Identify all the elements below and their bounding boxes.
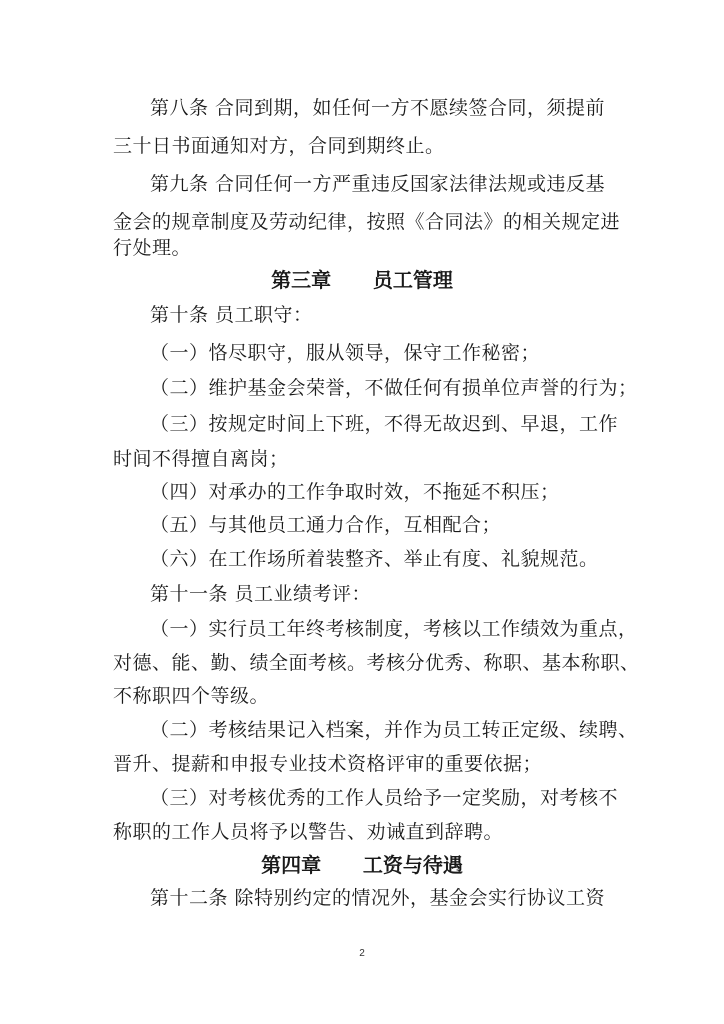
text-line: 第十二条 除特别约定的情况外，基金会实行协议工资	[150, 887, 606, 909]
text-line: 行处理。	[113, 237, 192, 259]
text-line: 第十条 员工职守：	[150, 304, 313, 326]
text-line: 第九条 合同任何一方严重违反国家法律法规或违反基	[150, 173, 606, 195]
text-line: （三）按规定时间上下班，不得无故迟到、早退，工作	[150, 413, 619, 435]
text-line: 晋升、提薪和申报专业技术资格评审的重要依据；	[113, 753, 543, 775]
text-line: （六）在工作场所着装整齐、举止有度、礼貌规范。	[150, 548, 599, 570]
text-line: （一）恪尽职守，服从领导，保守工作秘密；	[150, 342, 541, 364]
chapter-heading: 第四章 工资与待遇	[261, 853, 463, 877]
text-line: 时间不得擅自离岗；	[113, 448, 289, 470]
text-line: 金会的规章制度及劳动纪律，按照《合同法》的相关规定进	[113, 211, 621, 233]
text-line: （二）维护基金会荣誉，不做任何有损单位声誉的行为；	[150, 377, 638, 399]
text-line: （二）考核结果记入档案，并作为员工转正定级、续聘、	[150, 719, 638, 741]
page-number: 2	[359, 948, 365, 959]
text-line: （五）与其他员工通力合作，互相配合；	[150, 514, 502, 536]
text-line: 第八条 合同到期，如任何一方不愿续签合同，须提前	[150, 97, 606, 119]
text-line: 对德、能、勤、绩全面考核。考核分优秀、称职、基本称职、	[113, 652, 640, 674]
text-line: 三十日书面通知对方，合同到期终止。	[113, 135, 445, 157]
text-line: （一）实行员工年终考核制度，考核以工作绩效为重点，	[150, 618, 638, 640]
text-line: （四）对承办的工作争取时效，不拖延不积压；	[150, 481, 560, 503]
text-line: 不称职四个等级。	[113, 685, 270, 707]
text-line: 第十一条 员工业绩考评：	[150, 583, 372, 605]
text-line: 称职的工作人员将予以警告、劝诫直到辞聘。	[113, 821, 504, 843]
text-line: （三）对考核优秀的工作人员给予一定奖励，对考核不	[150, 787, 619, 809]
chapter-heading: 第三章 员工管理	[271, 268, 453, 292]
